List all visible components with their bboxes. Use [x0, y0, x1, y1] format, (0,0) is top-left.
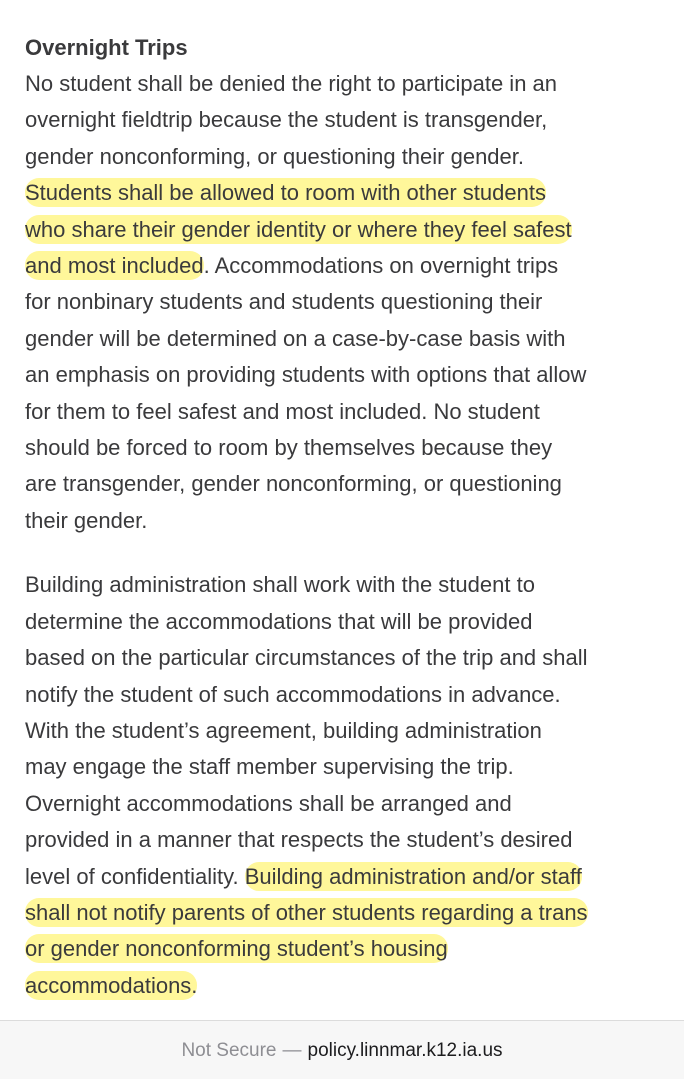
highlighted-text: and most included: [25, 253, 204, 279]
highlighted-text: Building administration and/or staff: [244, 863, 582, 889]
text-line: an emphasis on providing students with options that allow: [25, 362, 587, 388]
address-bar[interactable]: [0, 1020, 684, 1079]
highlighted-text: shall not notify parents of other students regarding a trans: [25, 899, 588, 925]
section-heading: Overnight Trips: [25, 35, 188, 60]
text-line: gender will be determined on a case-by-case basis with: [25, 325, 566, 351]
highlighted-text: or gender nonconforming student’s housing: [25, 936, 448, 962]
text-line: based on the particular circumstances of the trip and shall: [25, 645, 588, 671]
text-line: gender nonconforming, or questioning their gender.: [25, 143, 525, 169]
text-line: their gender.: [25, 507, 148, 533]
highlighted-text: who share their gender identity or where they feel safest: [25, 216, 572, 242]
text-line: and most included. Accommodations on overnight trips: [25, 253, 559, 279]
text-line: [25, 968, 675, 1004]
text-line: [25, 212, 675, 248]
paragraph-building-administration: [25, 567, 675, 1004]
text-line: With the student’s agreement, building administration: [25, 717, 542, 743]
text-line: [25, 931, 675, 967]
text-line: No student shall be denied the right to participate in an: [25, 71, 558, 96]
article: [25, 30, 675, 1004]
text-line: may engage the staff member supervising the trip.: [25, 754, 514, 780]
text-line: for nonbinary students and students questioning their: [25, 289, 543, 315]
text-line: are transgender, gender nonconforming, or questioning: [25, 471, 562, 497]
highlighted-text: Students shall be allowed to room with other students: [25, 180, 546, 206]
highlighted-text: accommodations.: [25, 972, 198, 998]
separator: —: [282, 1039, 302, 1061]
text-line: notify the student of such accommodations in advance.: [25, 681, 561, 707]
text-line: provided in a manner that respects the student’s desired: [25, 827, 573, 853]
text-line: level of confidentiality. Building administration and/or staff: [25, 863, 582, 889]
security-status: Not Secure: [181, 1039, 277, 1061]
paragraph-overnight-trips: [25, 66, 675, 539]
text-line: should be forced to room by themselves because they: [25, 435, 553, 461]
text-line: Overnight accommodations shall be arranged and: [25, 790, 512, 816]
text-line: [25, 175, 675, 211]
text-line: for them to feel safest and most included. No student: [25, 398, 540, 424]
text-line: determine the accommodations that will be provided: [25, 608, 533, 634]
url-text[interactable]: policy.linnmar.k12.ia.us: [307, 1039, 503, 1061]
text-line: overnight fieldtrip because the student is transgender,: [25, 107, 548, 133]
text-line: [25, 895, 675, 931]
text-line: Building administration shall work with the student to: [25, 572, 535, 598]
